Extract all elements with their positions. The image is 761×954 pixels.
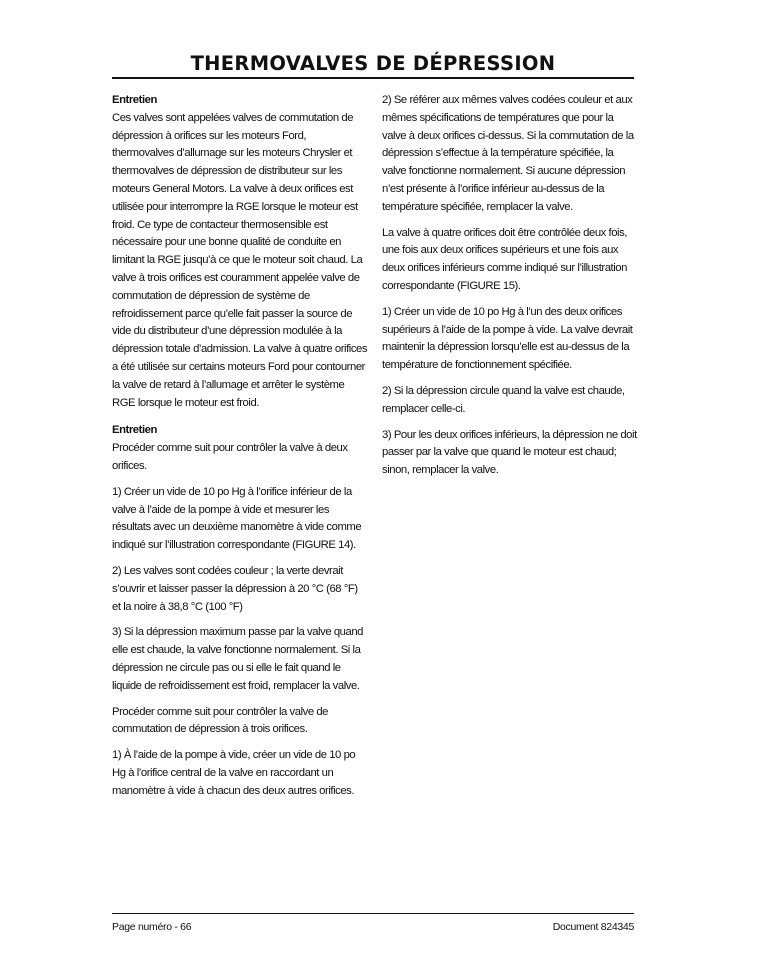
four-port-step-3: 3) Pour les deux orifices inférieurs, la dépression ne doit passer par la valve que quand le moteur est chaud; sinon, remplacer la valve. xyxy=(382,428,637,477)
four-port-intro: La valve à quatre orifices doit être contrôlée deux fois, une fois aux deux orifices supérieurs et une fois aux deux orifices inférieurs comme indiqué sur l’illustration correspondante (FIGURE 15). xyxy=(382,226,628,292)
title-divider xyxy=(112,77,634,79)
two-port-step-1: 1) Créer un vide de 10 po Hg à l’orifice inférieur de la valve à l’aide de la pompe à vide et mesurer les résultats avec un deuxième manomètre à vide comme indiqué sur l’illustration correspondante (FIGURE 14). xyxy=(112,485,362,552)
section-heading-maintenance-2: Entretien xyxy=(112,424,157,437)
two-port-intro: Procéder comme suit pour contrôler la valve à deux orifices. xyxy=(112,442,348,472)
document-number: Document 824345 xyxy=(552,921,634,933)
three-port-step-1: 1) À l’aide de la pompe à vide, créer un vide de 10 po Hg à l’orifice central de la valve en raccordant un manomètre à vide à chacun des deux autres orifices. xyxy=(112,749,356,797)
two-port-step-2: 2) Les valves sont codées couleur ; la verte devrait s’ouvrir et laisser passer la dépression à 20 °C (68 °F) et la noire à 38,8 °C (100 °F) xyxy=(112,564,358,613)
right-column xyxy=(382,92,638,480)
page-number: Page numéro - 66 xyxy=(112,921,192,933)
three-port-intro: Procéder comme suit pour contrôler la valve de commutation de dépression à trois orifices. xyxy=(112,705,329,736)
page-title: THERMOVALVES DE DÉPRESSION xyxy=(190,52,556,75)
description-paragraph: Ces valves sont appelées valves de commutation de dépression à orifices sur les moteurs Ford, thermovalves d’allumage sur les moteurs Chrysler et thermovalves de dépression de distributeur sur les moteurs General Motors. La valve à deux orifices est utilisée pour interrompre la RGE lorsque le moteur est froid. Ce type de contacteur thermosensible est nécessaire pour une bonne qualité de conduite en limitant la RGE jusqu’à ce que le moteur soit chaud. La valve à trois orifices est couramment appelée valve de commutation de dépression de système de refroidissement parce qu’elle fait passer la source de vide du distributeur d’une dépression modulée à la dépression totale d’admission. La valve à quatre orifices a été utilisée sur certains moteurs Ford pour contourner la valve de retard à l’allumage et arrêter le système RGE lorsque le moteur est froid. xyxy=(112,111,368,409)
footer-divider xyxy=(112,913,634,914)
two-port-step-3: 3) Si la dépression maximum passe par la valve quand elle est chaude, la valve fonctionne normalement. Si la dépression ne circule pas ou si elle le fait quand le liquide de refroidissement est froid, remplacer la valve. xyxy=(112,626,364,692)
four-port-step-1: 1) Créer un vide de 10 po Hg à l’un des deux orifices supérieurs à l’aide de la pompe à vide. La valve devrait maintenir la dépression lorsqu’elle est au-dessus de la température de fonctionnement spécifiée. xyxy=(382,305,633,372)
four-port-step-2: 2) Si la dépression circule quand la valve est chaude, remplacer celle-ci. xyxy=(382,384,625,415)
left-column xyxy=(112,92,368,800)
section-heading-maintenance: Entretien xyxy=(112,94,157,106)
three-port-step-2: 2) Se référer aux mêmes valves codées couleur et aux mêmes spécifications de températures que pour la valve à deux orifices ci-dessus. Si la commutation de la dépression s’effectue à la température spécifiée, la valve fonctionne normalement. Si aucune dépression n’est présente à l’orifice inférieur au-dessus de la température spécifiée, remplacer la valve. xyxy=(382,94,634,213)
